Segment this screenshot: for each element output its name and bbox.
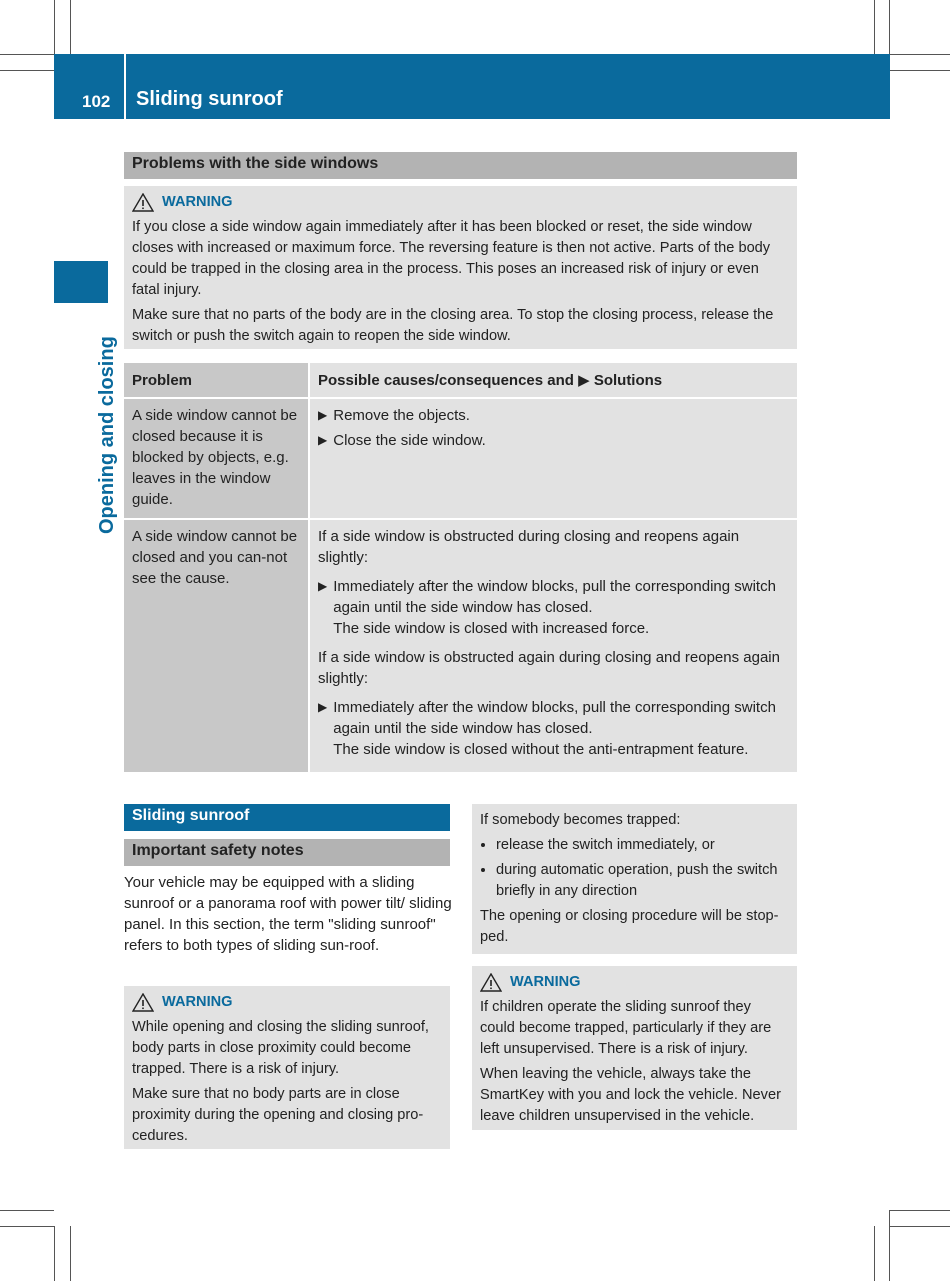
table-cell-solution bbox=[309, 398, 797, 519]
crop-mark bbox=[889, 0, 890, 54]
table-cell-problem: A side window cannot be closed because it is blocked by objects, e.g. leaves in the window guide. bbox=[124, 398, 309, 519]
crop-mark bbox=[890, 54, 950, 55]
warning-box-children bbox=[472, 966, 797, 1130]
warning-header bbox=[132, 992, 442, 1013]
play-arrow-icon: ▶ bbox=[318, 700, 328, 714]
step-result: The side window is closed without the anti-entrapment feature. bbox=[333, 741, 749, 758]
solution-step bbox=[318, 430, 789, 451]
step-text: Close the side window. bbox=[333, 432, 486, 449]
list-item: • during automatic operation, push the switch briefly in any direction bbox=[496, 860, 789, 902]
crop-mark bbox=[890, 1210, 950, 1211]
chapter-label: Opening and closing bbox=[96, 336, 118, 534]
crop-mark bbox=[874, 0, 875, 54]
warning-header bbox=[132, 192, 789, 213]
warning-label: WARNING bbox=[162, 194, 233, 210]
warning-triangle-icon bbox=[132, 993, 154, 1012]
trapped-info-box bbox=[472, 804, 797, 954]
warning-text: If children operate the sliding sunroof they could become trapped, particularly if they are left unsupervised. There is a risk of injury. bbox=[480, 999, 772, 1057]
crop-mark bbox=[890, 1226, 950, 1227]
crop-mark bbox=[874, 1226, 875, 1281]
step-text: Immediately after the window blocks, pull the corresponding switch again until the side window has closed. bbox=[333, 699, 776, 737]
warning-text: If you close a side window again immediately after it has been blocked or reset, the side window closes with increased or maximum force. The reversing feature is then not active. Parts of the body could be trapped in the closing area in the process. This poses an increased risk of injury or even fatal injury. bbox=[132, 219, 771, 298]
step-text: Immediately after the window blocks, pull the corresponding switch again until the side window has closed. bbox=[333, 578, 776, 616]
warning-label: WARNING bbox=[162, 994, 233, 1010]
warning-triangle-icon bbox=[480, 973, 502, 992]
subheading-safety-notes: Important safety notes bbox=[124, 839, 450, 866]
solution-step bbox=[318, 697, 789, 760]
warning-triangle-icon bbox=[132, 193, 154, 212]
section-heading-sliding-sunroof: Sliding sunroof bbox=[124, 804, 450, 831]
crop-mark bbox=[890, 70, 950, 71]
play-arrow-icon: ▶ bbox=[318, 408, 328, 422]
crop-mark bbox=[0, 54, 54, 55]
chapter-tab bbox=[54, 261, 108, 303]
table-cell-solution bbox=[309, 519, 797, 772]
crop-mark bbox=[0, 1210, 54, 1211]
warning-label: WARNING bbox=[510, 974, 581, 990]
warning-box-sunroof bbox=[124, 986, 450, 1149]
trapped-outro: The opening or closing procedure will be stop-ped. bbox=[480, 908, 779, 945]
crop-mark bbox=[54, 1226, 55, 1281]
warning-header bbox=[480, 972, 789, 993]
warning-text: Make sure that no parts of the body are in the closing area. To stop the closing process, release the switch or push the switch again to reopen the side window. bbox=[132, 307, 774, 344]
crop-mark bbox=[70, 1226, 71, 1281]
step-result: The side window is closed with increased force. bbox=[333, 620, 650, 637]
table-header-row bbox=[124, 363, 797, 398]
table-header-solutions: Possible causes/consequences and ▶ Solutions bbox=[309, 363, 797, 398]
play-arrow-icon: ▶ bbox=[318, 433, 328, 447]
warning-text: While opening and closing the sliding sunroof, body parts in close proximity could become trapped. There is a risk of injury. bbox=[132, 1019, 429, 1077]
warning-text: When leaving the vehicle, always take the SmartKey with you and lock the vehicle. Never leave children unsupervised in the vehicle. bbox=[480, 1066, 781, 1124]
crop-mark bbox=[0, 70, 54, 71]
solution-step bbox=[318, 576, 789, 639]
crop-mark bbox=[54, 0, 55, 54]
intro-paragraph: Your vehicle may be equipped with a sliding sunroof or a panorama roof with power tilt/ sliding panel. In this section, the term "sliding sunroof" refers to both types of sliding sun-roof. bbox=[124, 874, 452, 954]
condition-text: If a side window is obstructed again during closing and reopens again slightly: bbox=[318, 649, 780, 687]
crop-mark bbox=[889, 1210, 890, 1281]
crop-mark bbox=[70, 0, 71, 54]
trapped-list bbox=[480, 835, 789, 902]
warning-box-side-windows bbox=[124, 186, 797, 349]
list-item: • release the switch immediately, or bbox=[496, 835, 789, 856]
page-title: Sliding sunroof bbox=[136, 88, 283, 110]
warning-text: Make sure that no body parts are in close proximity during the opening and closing pro-cedures. bbox=[132, 1086, 424, 1144]
table-cell-problem: A side window cannot be closed and you can-not see the cause. bbox=[124, 519, 309, 772]
header-divider bbox=[124, 54, 126, 119]
play-arrow-icon: ▶ bbox=[318, 579, 328, 593]
crop-mark bbox=[0, 1226, 54, 1227]
troubleshooting-table bbox=[124, 363, 797, 772]
condition-text: If a side window is obstructed during closing and reopens again slightly: bbox=[318, 528, 740, 566]
solution-step bbox=[318, 405, 789, 426]
table-row bbox=[124, 398, 797, 519]
table-header-problem: Problem bbox=[124, 363, 309, 398]
page-number: 102 bbox=[82, 92, 111, 111]
trapped-intro: If somebody becomes trapped: bbox=[480, 812, 681, 828]
step-text: Remove the objects. bbox=[333, 407, 470, 424]
table-row bbox=[124, 519, 797, 772]
section-heading-side-windows: Problems with the side windows bbox=[124, 152, 797, 179]
